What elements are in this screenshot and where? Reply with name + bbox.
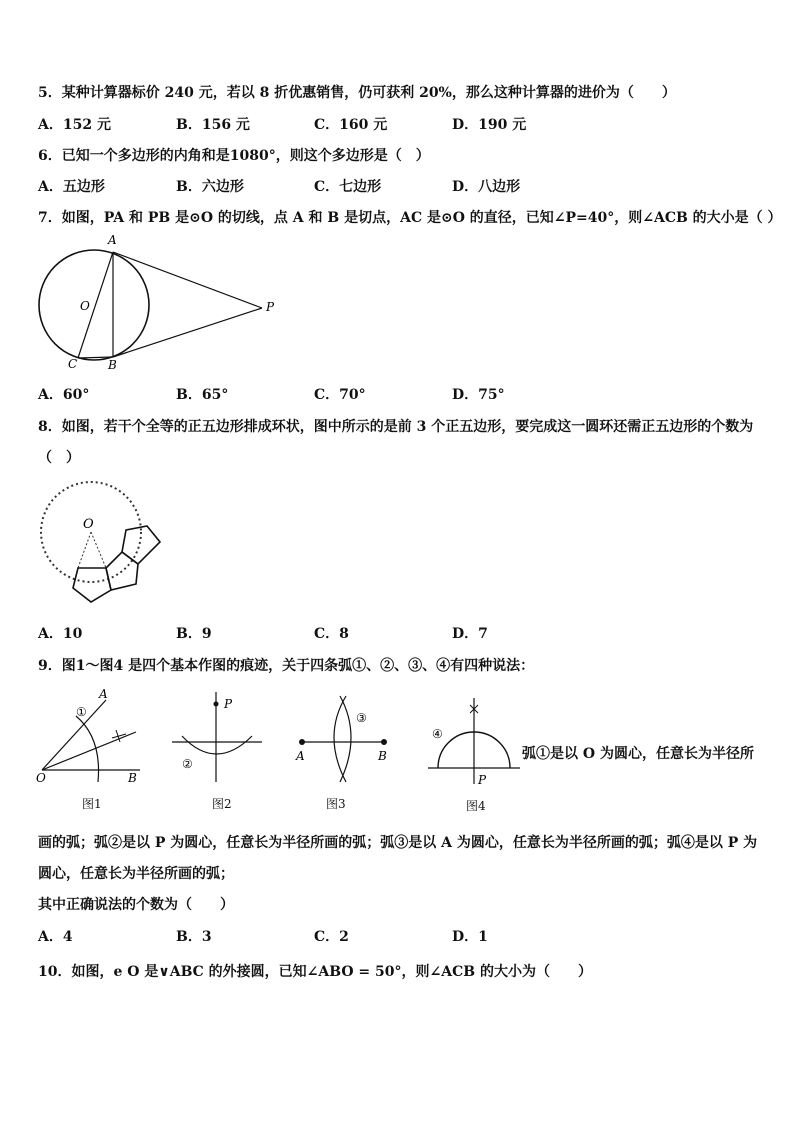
q8-pentagon-1 <box>73 568 111 602</box>
q8-stem-line1: 8．如图，若干个全等的正五边形排成环状，图中所示的是前 3 个正五边形，要完成这一圆环还需正五边形的个数为 <box>38 419 754 435</box>
q5-option-a: A．152 元 <box>38 117 111 133</box>
q9-text-line2: 画的弧；弧②是以 P 为圆心，任意长为半径所画的弧；弧③是以 A 为圆心，任意长为半径所画的弧；弧④是以 P 为 <box>38 835 758 851</box>
q8-option-b: B．9 <box>176 626 212 642</box>
q7-tangent-pa <box>113 252 262 308</box>
q7-label-o: O <box>80 299 90 313</box>
q8-pentagon-3 <box>122 526 160 564</box>
fig3-label-b: B <box>378 749 387 763</box>
q7-option-a: A．60° <box>38 387 90 403</box>
q9-figure-1 <box>36 686 146 785</box>
fig2-label-p: P <box>224 697 233 711</box>
q7-label-c: C <box>68 357 78 371</box>
q5-option-d: D．190 元 <box>452 117 527 133</box>
fig1-ray-oa <box>42 700 106 770</box>
fig3-arc-right <box>340 696 351 782</box>
q9-figure-4 <box>424 688 524 788</box>
fig1-label-o: O <box>36 771 46 785</box>
q9-figure-3 <box>292 690 402 786</box>
q9-option-a: A．4 <box>38 929 73 945</box>
q7-tangent-pb <box>113 308 262 357</box>
q9-fig4-caption: 图4 <box>466 799 486 813</box>
fig4-label-p: P <box>478 773 487 787</box>
q7-option-d: D．75° <box>452 387 505 403</box>
fig3-point-a <box>299 739 305 745</box>
q7-label-b: B <box>108 358 117 372</box>
q7-option-c: C．70° <box>314 387 366 403</box>
q6-option-d: D．八边形 <box>452 179 521 195</box>
q7-stem: 7．如图，PA 和 PB 是⊙O 的切线，点 A 和 B 是切点，AC 是⊙O 的直径，已知∠P=40°，则∠ACB 的大小是（ ） <box>38 210 782 226</box>
q7-option-b: B．65° <box>176 387 229 403</box>
q6-option-b: B．六边形 <box>176 179 244 195</box>
q8-pentagon-2 <box>106 552 138 590</box>
q9-option-b: B．3 <box>176 929 212 945</box>
q9-fig1-caption: 图1 <box>82 797 102 811</box>
q5-option-c: C．160 元 <box>314 117 388 133</box>
q7-label-p: P <box>266 300 275 314</box>
q8-stem-line2: （ ） <box>38 450 80 466</box>
q5-option-b: B．156 元 <box>176 117 250 133</box>
fig4-label-arc: ④ <box>432 727 443 741</box>
q9-figure-2 <box>168 686 268 786</box>
q8-option-a: A．10 <box>38 626 83 642</box>
fig3-arc-left <box>334 696 346 782</box>
q6-option-c: C．七边形 <box>314 179 382 195</box>
q9-option-d: D．1 <box>452 929 488 945</box>
fig1-bisector <box>42 732 136 770</box>
fig3-point-b <box>381 739 387 745</box>
fig1-label-a: A <box>99 687 108 701</box>
q7-figure <box>30 230 290 375</box>
fig1-label-b: B <box>128 771 137 785</box>
q9-fig3-caption: 图3 <box>326 797 346 811</box>
fig3-label-a: A <box>296 749 305 763</box>
q9-text-line4: 其中正确说法的个数为（ ） <box>38 897 234 913</box>
q8-option-c: C．8 <box>314 626 349 642</box>
fig1-label-arc: ① <box>76 705 87 719</box>
fig3-label-arc: ③ <box>356 711 367 725</box>
q7-label-a: A <box>108 233 117 247</box>
q8-dotted-line-2 <box>91 532 106 568</box>
q6-stem: 6．已知一个多边形的内角和是1080°，则这个多边形是（ ） <box>38 148 430 164</box>
q9-stem: 9．图1～图4 是四个基本作图的痕迹，关于四条弧①、②、③、④有四种说法： <box>38 658 535 674</box>
q9-option-c: C．2 <box>314 929 349 945</box>
fig2-arc-2 <box>182 736 252 754</box>
q8-dotted-line-1 <box>78 532 91 568</box>
q8-label-o: O <box>83 517 94 532</box>
q8-figure <box>36 480 176 610</box>
q7-circle <box>39 250 149 360</box>
fig2-point-p <box>214 702 219 707</box>
fig2-label-arc: ② <box>182 757 193 771</box>
q9-side-text: 弧①是以 O 为圆心，任意长为半径所 <box>522 746 754 762</box>
q9-text-line3: 圆心，任意长为半径所画的弧； <box>38 866 234 882</box>
q6-option-a: A．五边形 <box>38 179 105 195</box>
q9-fig2-caption: 图2 <box>212 797 232 811</box>
q10-stem: 10．如图，e O 是∨ABC 的外接圆，已知∠ABO = 50°，则∠ACB 的大小为（ ） <box>38 964 592 980</box>
q5-stem: 5．某种计算器标价 240 元，若以 8 折优惠销售，仍可获利 20%，那么这种计算器的进价为（ ） <box>38 85 676 101</box>
q8-option-d: D．7 <box>452 626 488 642</box>
